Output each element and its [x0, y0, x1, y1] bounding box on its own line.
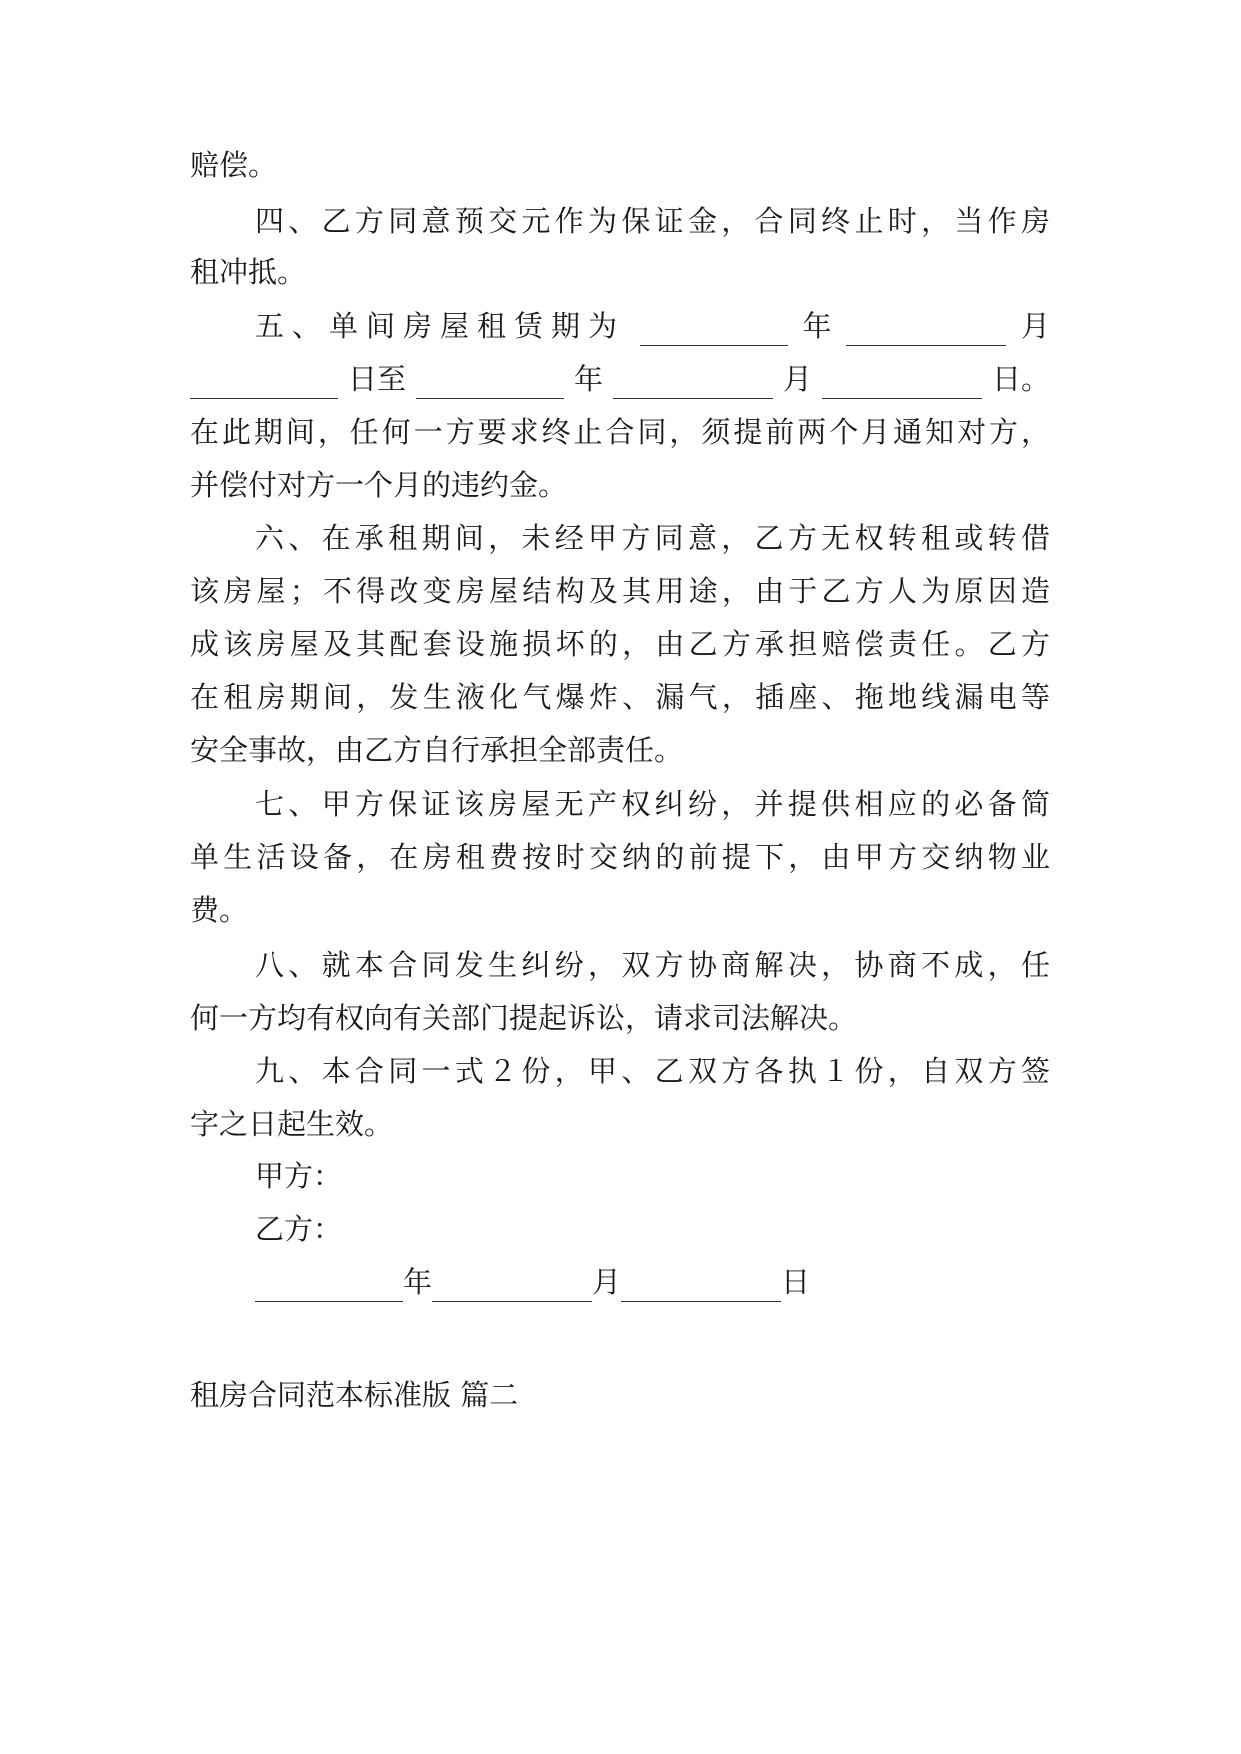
year-label: 年 — [573, 362, 603, 396]
clause-4-line-2: 租冲抵。 — [190, 255, 307, 289]
year-label: 年 — [802, 309, 832, 343]
text-line: 赔偿。 — [190, 148, 278, 182]
blank-field — [621, 1273, 781, 1302]
party-a-label: 甲方： — [255, 1159, 343, 1193]
clause-5-line-4: 并偿付对方一个月的违约金。 — [190, 468, 568, 502]
clause-6-line-5: 安全事故，由乙方自行承担全部责任。 — [190, 733, 684, 767]
clause-6-line-1: 六、在承租期间，未经甲方同意，乙方无权转租或转借 — [255, 521, 1050, 555]
signature-date-line — [255, 1262, 815, 1302]
day-label: 日 — [781, 1265, 811, 1299]
blank-field — [846, 317, 1006, 346]
clause-6-line-4: 在租房期间，发生液化气爆炸、漏气，插座、拖地线漏电等 — [190, 680, 1050, 714]
clause-7-line-3: 费。 — [190, 893, 249, 927]
blank-field — [190, 370, 338, 399]
day-to-label: 日至 — [347, 362, 406, 396]
blank-field — [416, 370, 564, 399]
clause-5-line-3: 在此期间，任何一方要求终止合同，须提前两个月通知对方， — [190, 415, 1050, 449]
month-label: 月 — [1020, 309, 1050, 343]
blank-field — [255, 1273, 403, 1302]
clause-6-line-2: 该房屋；不得改变房屋结构及其用途，由于乙方人为原因造 — [190, 574, 1050, 608]
blank-field — [432, 1273, 592, 1302]
clause-5-prefix: 五、单间房屋租赁期为 — [255, 309, 626, 343]
clause-5-line-2 — [190, 359, 1050, 399]
blank-field — [640, 317, 788, 346]
clause-5-line-1 — [255, 306, 1050, 346]
clause-8-line-1: 八、就本合同发生纠纷，双方协商解决，协商不成，任 — [255, 948, 1050, 982]
party-b-label: 乙方： — [255, 1212, 343, 1246]
year-label: 年 — [403, 1265, 433, 1299]
month-label: 月 — [782, 362, 812, 396]
clause-9-line-2: 字之日起生效。 — [190, 1107, 394, 1141]
blank-field — [613, 370, 773, 399]
clause-9-line-1: 九、本合同一式２份，甲、乙双方各执１份，自双方签 — [255, 1054, 1050, 1088]
clause-8-line-2: 何一方均有权向有关部门提起诉讼，请求司法解决。 — [190, 1001, 858, 1035]
clause-6-line-3: 成该房屋及其配套设施损坏的，由乙方承担赔偿责任。乙方 — [190, 627, 1050, 661]
month-label: 月 — [592, 1265, 622, 1299]
clause-4-line-1: 四、乙方同意预交元作为保证金，合同终止时，当作房 — [255, 204, 1050, 238]
day-end-label: 日。 — [991, 362, 1050, 396]
clause-7-line-2: 单生活设备，在房租费按时交纳的前提下，由甲方交纳物业 — [190, 840, 1050, 874]
section-heading: 租房合同范本标准版 篇二 — [190, 1378, 519, 1412]
clause-7-line-1: 七、甲方保证该房屋无产权纠纷，并提供相应的必备简 — [255, 787, 1050, 821]
blank-field — [822, 370, 982, 399]
